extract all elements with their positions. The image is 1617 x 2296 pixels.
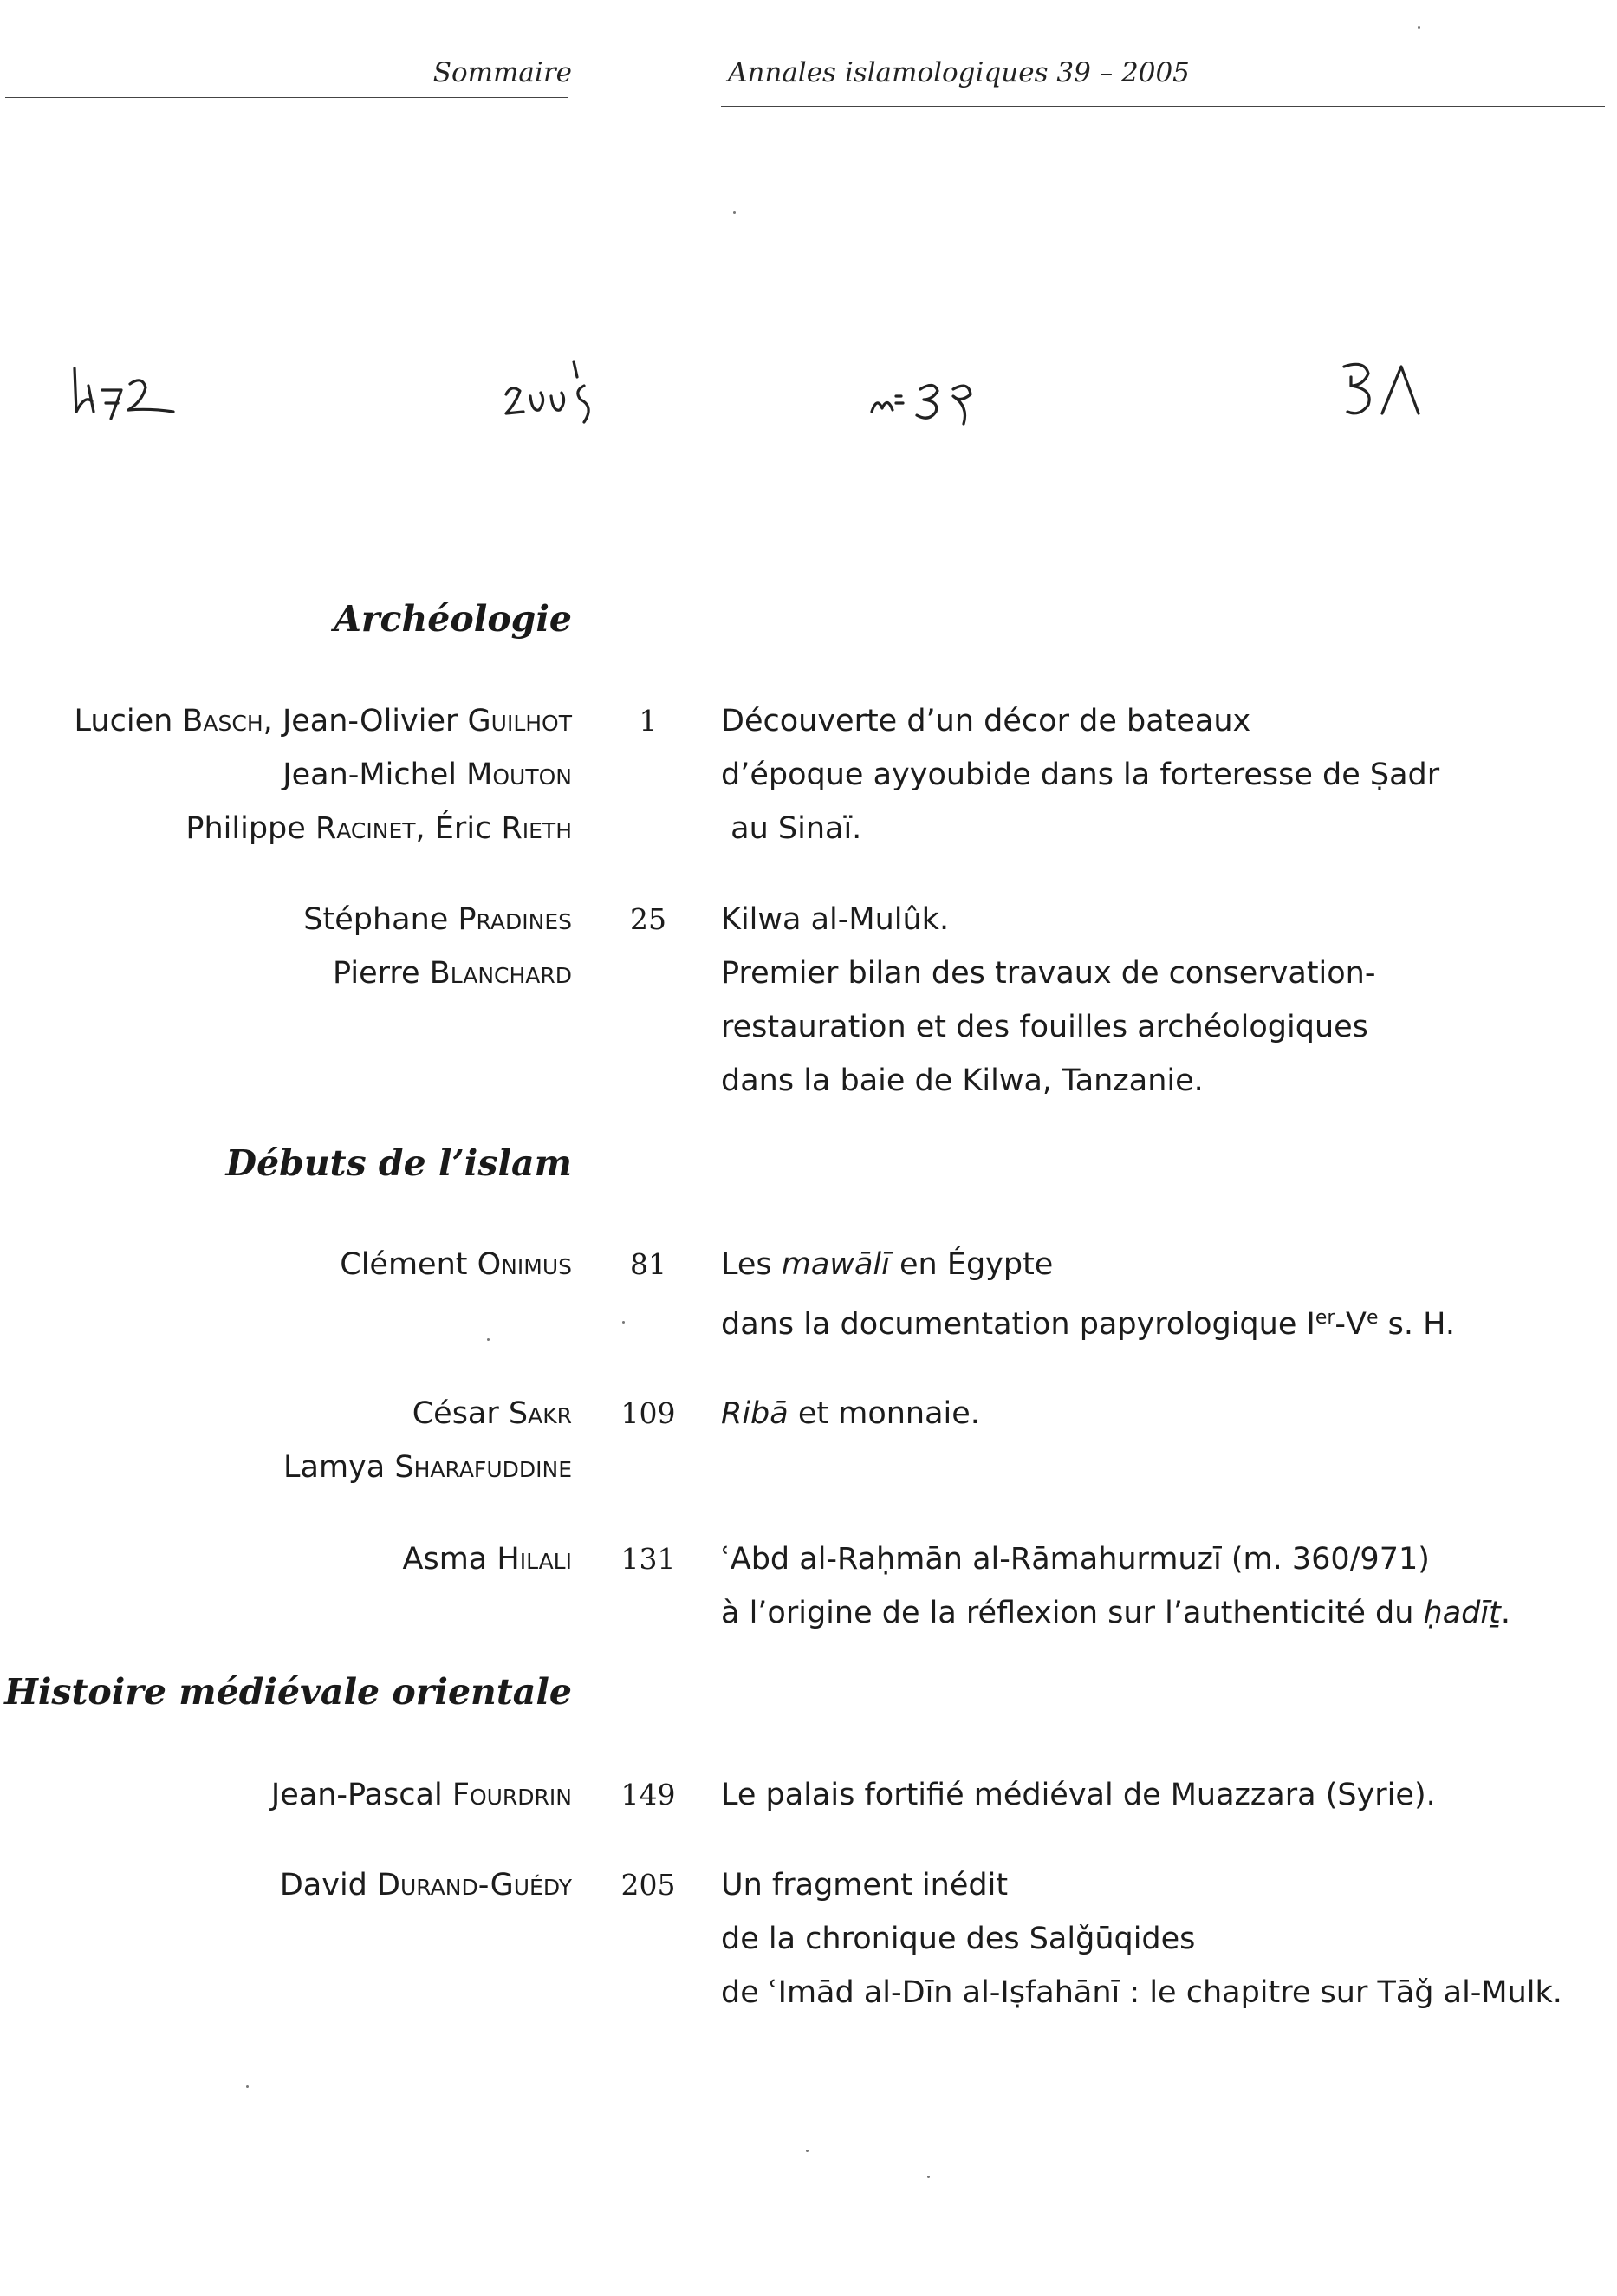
- page-number: 25: [630, 902, 666, 936]
- entry-authors: [403, 1532, 572, 1586]
- scan-speck: [806, 2150, 808, 2152]
- article-title: Un fragment inédit de la chronique des Salǧūqides de ʿImād al-Dīn al-Iṣfahānī : le chapitre sur Tāǧ al-Mulk.: [721, 1868, 1562, 2010]
- author-line: César Sakr: [412, 1396, 572, 1431]
- scan-speck: [246, 2085, 249, 2088]
- author-line: Clément Onimus: [340, 1247, 572, 1282]
- page-number: 109: [620, 1396, 676, 1430]
- article-title: ʿAbd al-Raḥmān al-Rāmahurmuzī (m. 360/971) à l’origine de la réflexion sur l’authenticité du ḥadīṯ.: [721, 1542, 1510, 1630]
- author-line: Jean-Michel Mouton: [282, 758, 572, 792]
- entry-authors: [75, 694, 572, 855]
- scan-speck: [1418, 26, 1420, 29]
- entry-authors: [271, 1768, 572, 1822]
- author-line: Philippe Racinet, Éric Rieth: [185, 811, 572, 846]
- author-line: Jean-Pascal Fourdrin: [270, 1778, 572, 1812]
- entry-authors: [280, 1858, 572, 1912]
- section-title-archeologie: Archéologie: [334, 598, 572, 640]
- header-rule-left: [5, 97, 568, 98]
- page-number: 149: [620, 1778, 676, 1811]
- author-line: Stéphane Pradines: [303, 902, 572, 937]
- page-number: 205: [620, 1868, 676, 1902]
- author-line: David Durand-Guédy: [279, 1868, 572, 1902]
- page-number: 1: [639, 704, 658, 738]
- entry-authors: [340, 1238, 572, 1291]
- article-title: Les mawālī en Égypte dans la documentation papyrologique Ier-Ve s. H.: [721, 1247, 1455, 1342]
- entry-authors: [283, 1387, 572, 1494]
- scan-speck: [487, 1338, 490, 1341]
- running-header-left: Sommaire: [432, 57, 572, 88]
- entry-authors: [303, 893, 572, 1000]
- article-title: Ribā et monnaie.: [721, 1396, 980, 1431]
- handwritten-note-ba: [1339, 351, 1443, 438]
- section-title-debuts-islam: Débuts de l’islam: [225, 1142, 572, 1184]
- author-line: Lamya Sharafuddine: [283, 1450, 572, 1485]
- header-rule-right: [721, 106, 1605, 107]
- author-line: Lucien Basch, Jean-Olivier Guilhot: [74, 704, 572, 738]
- scan-speck: [622, 1321, 625, 1324]
- section-title-histoire-medievale: Histoire médiévale orientale: [4, 1671, 572, 1713]
- running-header-right: Annales islamologiques 39 – 2005: [728, 57, 1190, 88]
- page-number: 81: [630, 1247, 666, 1281]
- handwritten-note-issue: [867, 351, 1014, 438]
- scan-speck: [733, 211, 736, 214]
- scan-speck: [927, 2176, 930, 2178]
- article-title: Kilwa al-Mulûk. Premier bilan des travaux de conservation- restauration et des fouilles archéologiques dans la baie de Kilwa, Tanzanie.: [721, 902, 1376, 1098]
- author-line: Pierre Blanchard: [333, 956, 572, 991]
- article-title: Le palais fortifié médiéval de Muazzara (Syrie).: [721, 1778, 1436, 1812]
- handwritten-note-2005: [501, 351, 631, 438]
- page-number: 131: [620, 1542, 676, 1576]
- author-line: Asma Hilali: [402, 1542, 572, 1577]
- handwritten-note-472: [68, 351, 198, 438]
- article-title: Découverte d’un décor de bateaux d’époque ayyoubide dans la forteresse de Ṣadr au Sinaï.: [721, 704, 1440, 846]
